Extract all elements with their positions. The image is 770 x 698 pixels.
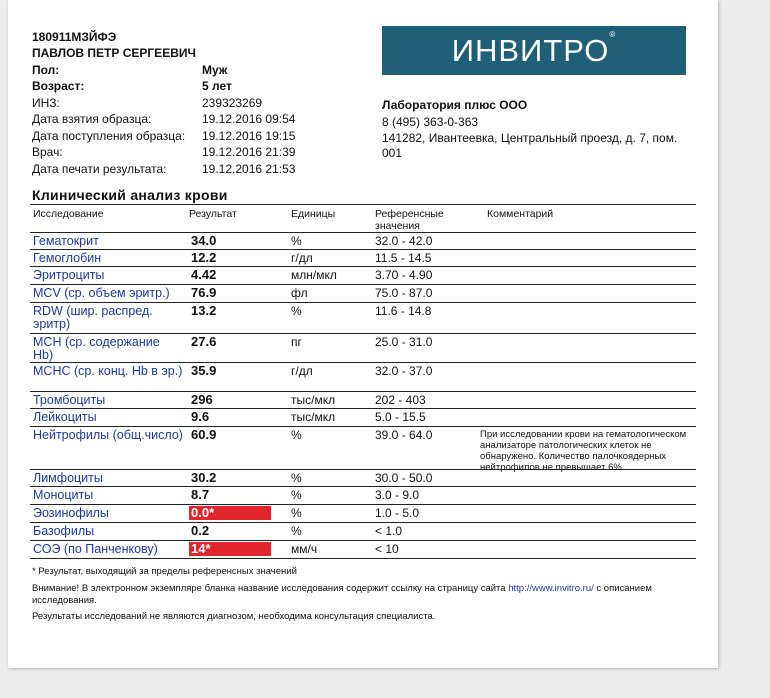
row-unit: мм/ч [291, 542, 318, 556]
table-row [30, 392, 696, 409]
invitro-logo [382, 26, 686, 75]
row-test-name[interactable]: Лейкоциты [33, 410, 97, 424]
field-value-sample-received: 19.12.2016 19:15 [202, 129, 296, 143]
row-result: 30.2 [191, 470, 217, 485]
row-result: 4.42 [191, 267, 217, 282]
row-test-name[interactable]: Нейтрофилы (общ.число) [33, 428, 183, 442]
row-result: 76.9 [191, 285, 217, 300]
col-header-reference-1: Референсные [375, 208, 444, 220]
row-test-name[interactable]: MCH (ср. содержание Hb) [33, 335, 160, 362]
field-label-doctor: Врач: [32, 145, 63, 159]
row-unit: тыс/мкл [291, 393, 336, 407]
table-row [30, 523, 696, 541]
row-reference: 30.0 - 50.0 [375, 471, 433, 485]
lab-name: Лаборатория плюс ООО [382, 98, 528, 112]
row-unit: % [291, 304, 302, 318]
row-reference: 1.0 - 5.0 [375, 506, 420, 520]
row-reference: 11.6 - 14.8 [375, 304, 432, 318]
row-test-name[interactable]: Моноциты [33, 488, 94, 502]
table-row [30, 470, 696, 487]
table-row [30, 409, 696, 427]
row-reference: 75.0 - 87.0 [375, 286, 433, 300]
field-value-inz: 239323269 [202, 96, 263, 110]
field-label-sample-received: Дата поступления образца: [32, 129, 186, 143]
footnote-disclaimer: Результаты исследований не являются диагнозом, необходима консультация специалиста. [32, 611, 436, 622]
lab-address-line2: 001 [382, 146, 403, 160]
row-test-name[interactable]: RDW (шир. распред. эритр) [33, 304, 153, 331]
row-reference: 11.5 - 14.5 [375, 251, 432, 265]
row-unit: млн/мкл [291, 268, 337, 282]
row-reference: 25.0 - 31.0 [375, 335, 433, 349]
field-value-doctor: 19.12.2016 21:39 [202, 145, 296, 159]
col-header-comment: Комментарий [487, 208, 554, 220]
field-value-sex: Муж [202, 63, 228, 77]
lab-phone: 8 (495) 363-0-363 [382, 115, 479, 129]
row-unit: % [291, 506, 302, 520]
row-unit: фл [291, 286, 308, 300]
patient-code: 180911МЗЙФЭ [32, 30, 117, 44]
row-unit: % [291, 488, 302, 502]
row-reference: 32.0 - 42.0 [375, 234, 433, 248]
row-unit: г/дл [291, 364, 313, 378]
lab-address-line1: 141282, Ивантеевка, Центральный проезд, д. 7, пом. [382, 131, 678, 145]
row-reference: 202 - 403 [375, 393, 426, 407]
row-result-flagged: 14* [189, 542, 271, 556]
row-result: 9.6 [191, 409, 210, 424]
row-unit: % [291, 471, 302, 485]
row-test-name[interactable]: СОЭ (по Панченкову) [33, 542, 158, 556]
attention-text: Внимание! В электронном экземпляре бланка название исследования содержит ссылку на страницу сайта [32, 583, 506, 594]
row-reference: 3.70 - 4.90 [375, 268, 433, 282]
row-test-name[interactable]: Эозинофилы [33, 506, 109, 520]
row-test-name[interactable]: Тромбоциты [33, 393, 106, 407]
row-test-name[interactable]: Эритроциты [33, 268, 105, 282]
field-label-sample-taken: Дата взятия образца: [32, 112, 152, 126]
table-row [30, 363, 696, 392]
col-header-reference-2: значения [375, 220, 420, 232]
table-row [30, 285, 696, 303]
footnote-attention [32, 583, 682, 607]
table-row [30, 505, 696, 523]
table-row [30, 267, 696, 285]
invitro-site-link[interactable]: http://www.invitro.ru/ [508, 583, 594, 594]
row-comment: При исследовании крови на гематологическом анализаторе патологических клеток не обнаружено. Количество палочкоядерных нейтрофилов не превышает 6% [480, 429, 687, 473]
row-unit: % [291, 524, 302, 538]
row-reference: 5.0 - 15.5 [375, 410, 426, 424]
field-value-age: 5 лет [202, 79, 232, 93]
row-reference: 3.0 - 9.0 [375, 488, 420, 502]
table-row [30, 303, 696, 334]
row-reference: 32.0 - 37.0 [375, 364, 433, 378]
footnote-out-of-range: * Результат, выходящий за пределы референсных значений [32, 566, 297, 577]
row-test-name[interactable]: Базофилы [33, 524, 95, 538]
field-value-sample-taken: 19.12.2016 09:54 [202, 112, 296, 126]
col-header-units: Единицы [291, 208, 336, 220]
lab-report-page [8, 0, 718, 668]
row-test-name[interactable]: Лимфоциты [33, 471, 103, 485]
table-row [30, 250, 696, 267]
row-unit: % [291, 428, 302, 442]
col-header-result: Результат [189, 208, 237, 220]
row-reference: < 10 [375, 542, 399, 556]
row-result: 60.9 [191, 427, 217, 442]
row-reference: 39.0 - 64.0 [375, 428, 433, 442]
section-title: Клинический анализ крови [32, 187, 228, 203]
row-result: 27.6 [191, 334, 217, 349]
row-unit: пг [291, 335, 302, 349]
table-row [30, 427, 696, 473]
field-label-sex: Пол: [32, 63, 60, 77]
row-result-flagged: 0.0* [189, 506, 271, 520]
row-result: 0.2 [191, 523, 210, 538]
table-row [30, 487, 696, 505]
row-test-name[interactable]: MCV (ср. объем эритр.) [33, 286, 170, 300]
patient-name: ПАВЛОВ ПЕТР СЕРГЕЕВИЧ [32, 46, 196, 60]
attention-text-end: с описанием исследования. [32, 583, 652, 606]
row-result: 296 [191, 392, 213, 407]
row-result: 34.0 [191, 233, 217, 248]
col-header-test: Исследование [33, 208, 104, 220]
row-result: 12.2 [191, 250, 217, 265]
row-test-name[interactable]: Гемоглобин [33, 251, 102, 265]
field-value-printed: 19.12.2016 21:53 [202, 162, 296, 176]
row-test-name[interactable]: MCHC (ср. конц. Hb в эр.) [33, 364, 183, 378]
logo-text: ИНВИТРО [451, 33, 610, 68]
row-unit: тыс/мкл [291, 410, 336, 424]
field-label-age: Возраст: [32, 79, 85, 93]
row-reference: < 1.0 [375, 524, 403, 538]
field-label-inz: ИНЗ: [32, 96, 60, 110]
field-label-printed: Дата печати результата: [32, 162, 167, 176]
row-unit: % [291, 234, 302, 248]
header-rule-top [30, 204, 696, 205]
logo-registered-mark: ® [609, 30, 617, 39]
row-result: 35.9 [191, 363, 217, 378]
row-test-name[interactable]: Гематокрит [33, 234, 99, 248]
row-result: 13.2 [191, 303, 217, 318]
row-unit: г/дл [291, 251, 313, 265]
table-row [30, 541, 696, 559]
table-row [30, 233, 696, 250]
table-row [30, 334, 696, 363]
row-result: 8.7 [191, 487, 210, 502]
